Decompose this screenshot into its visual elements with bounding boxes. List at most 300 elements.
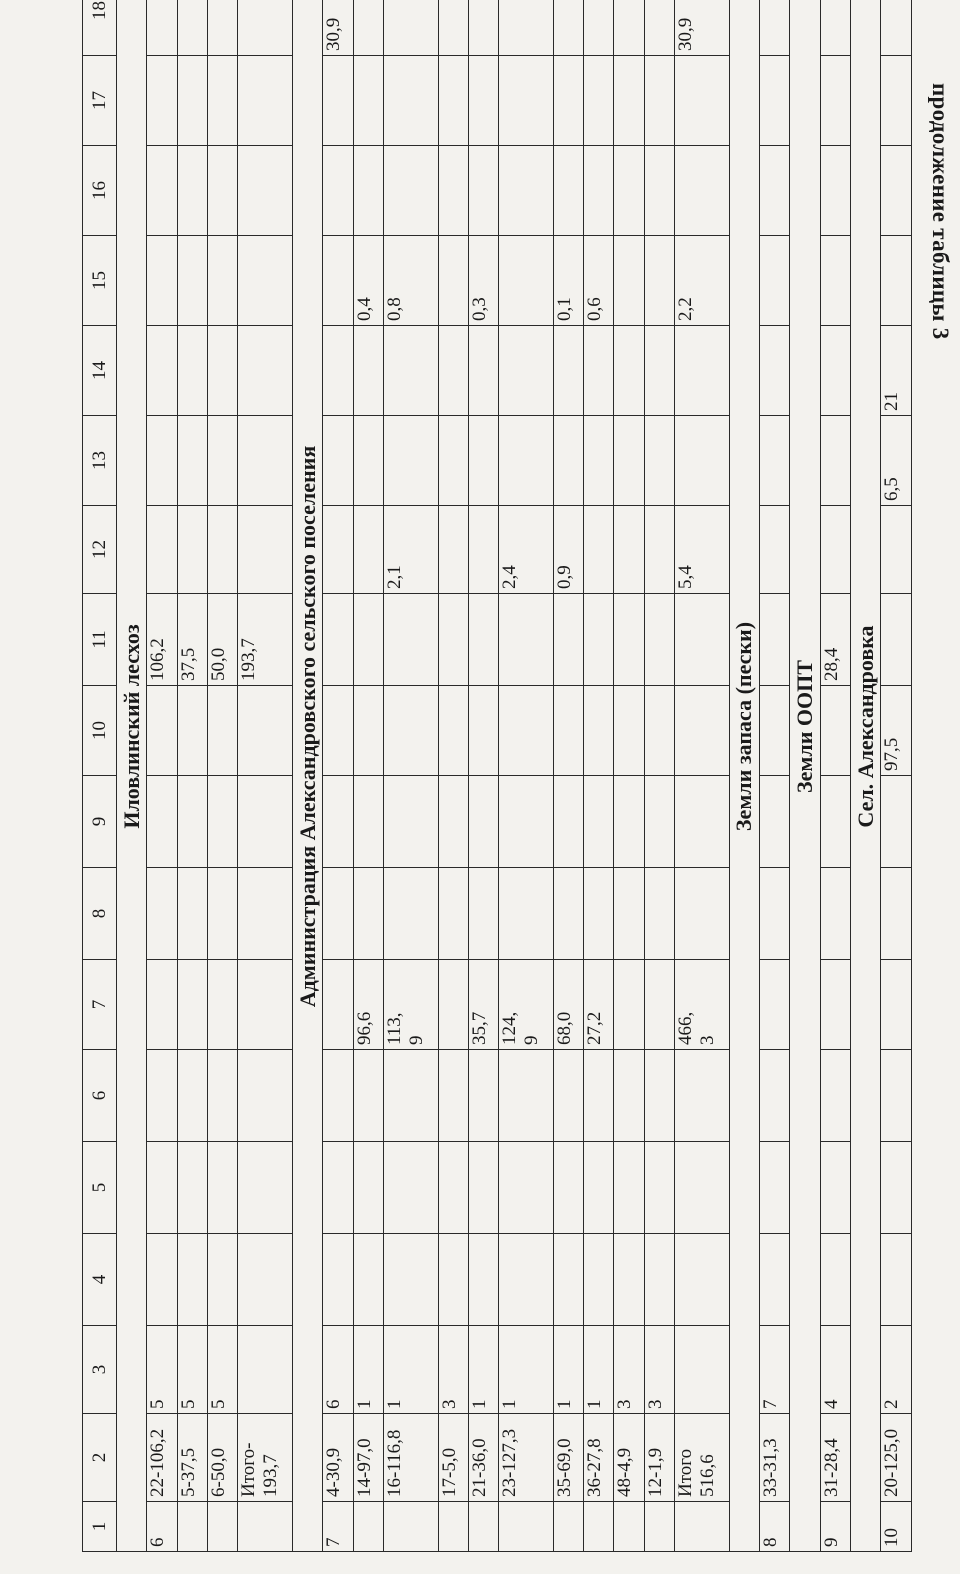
table-cell-col-15 bbox=[323, 236, 353, 326]
table-cell-col-9 bbox=[584, 776, 614, 868]
table-cell-col-4 bbox=[177, 1234, 207, 1326]
table-cell-col-7: 68,0 bbox=[553, 960, 583, 1050]
table-cell-col-7 bbox=[760, 960, 790, 1050]
table-cell-col-17 bbox=[238, 56, 293, 146]
table-cell-col-13 bbox=[499, 416, 554, 506]
table-row bbox=[468, 0, 498, 1552]
table-cell-col-17 bbox=[553, 56, 583, 146]
column-header-10: 10 bbox=[83, 686, 117, 776]
table-cell-col-12: 2,1 bbox=[383, 506, 438, 594]
table-cell-col-5 bbox=[881, 1142, 912, 1234]
table-cell-col-4 bbox=[760, 1234, 790, 1326]
table-cell-col-10 bbox=[147, 686, 177, 776]
table-row bbox=[147, 0, 177, 1552]
table-cell-col-18 bbox=[614, 0, 644, 56]
table-cell-col-7 bbox=[177, 960, 207, 1050]
table-cell-col-13 bbox=[584, 416, 614, 506]
table-cell-col-1: 9 bbox=[820, 1502, 850, 1552]
table-row bbox=[499, 0, 554, 1552]
table-cell-col-11 bbox=[499, 594, 554, 686]
table-cell-col-12 bbox=[614, 506, 644, 594]
table-row bbox=[353, 0, 383, 1552]
table-cell-col-8 bbox=[760, 868, 790, 960]
table-cell-col-7 bbox=[881, 960, 912, 1050]
table-cell-col-13 bbox=[353, 416, 383, 506]
table-cell-col-7: 113, 9 bbox=[383, 960, 438, 1050]
column-header-5: 5 bbox=[83, 1142, 117, 1234]
table-cell-col-5 bbox=[760, 1142, 790, 1234]
table-cell-col-15 bbox=[820, 236, 850, 326]
table-cell-col-12 bbox=[177, 506, 207, 594]
table-cell-col-15: 2,2 bbox=[675, 236, 730, 326]
table-cell-col-5 bbox=[238, 1142, 293, 1234]
column-header-14: 14 bbox=[83, 326, 117, 416]
table-cell-col-2: 5-37,5 bbox=[177, 1414, 207, 1502]
table-cell-col-2: 20-125,0 bbox=[881, 1414, 912, 1502]
table-cell-col-8 bbox=[238, 868, 293, 960]
table-cell-col-17 bbox=[675, 56, 730, 146]
table-cell-col-4 bbox=[675, 1234, 730, 1326]
table-cell-col-4 bbox=[383, 1234, 438, 1326]
column-header-3: 3 bbox=[83, 1326, 117, 1414]
table-cell-col-3: 3 bbox=[614, 1326, 644, 1414]
table-cell-col-18 bbox=[177, 0, 207, 56]
column-header-4: 4 bbox=[83, 1234, 117, 1326]
table-cell-col-11: 37,5 bbox=[177, 594, 207, 686]
table-cell-col-9 bbox=[553, 776, 583, 868]
table-row bbox=[553, 0, 583, 1552]
table-cell-col-15 bbox=[207, 236, 237, 326]
table-cell-col-12: 0,9 bbox=[553, 506, 583, 594]
column-header-8: 8 bbox=[83, 868, 117, 960]
table-cell-col-3: 1 bbox=[553, 1326, 583, 1414]
table-row bbox=[238, 0, 293, 1552]
table-cell-col-15 bbox=[499, 236, 554, 326]
table-cell-col-9 bbox=[147, 776, 177, 868]
table-cell-col-16 bbox=[499, 146, 554, 236]
table-cell-col-8 bbox=[383, 868, 438, 960]
table-cell-col-7 bbox=[438, 960, 468, 1050]
table-cell-col-13 bbox=[323, 416, 353, 506]
table-cell-col-16 bbox=[614, 146, 644, 236]
table-cell-col-11 bbox=[468, 594, 498, 686]
table-cell-col-4 bbox=[238, 1234, 293, 1326]
table-cell-col-7 bbox=[147, 960, 177, 1050]
section-title: Иловлинский лесхоз bbox=[117, 0, 147, 1552]
table-cell-col-11 bbox=[323, 594, 353, 686]
table-cell-col-14 bbox=[499, 326, 554, 416]
table-cell-col-17 bbox=[383, 56, 438, 146]
table-cell-col-3: 5 bbox=[147, 1326, 177, 1414]
table-cell-col-13 bbox=[675, 416, 730, 506]
table-cell-col-18 bbox=[584, 0, 614, 56]
table-row bbox=[760, 0, 790, 1552]
table-cell-col-11: 50,0 bbox=[207, 594, 237, 686]
table-cell-col-2: Итого 516,6 bbox=[675, 1414, 730, 1502]
column-header-12: 12 bbox=[83, 506, 117, 594]
table-cell-col-12: 5,4 bbox=[675, 506, 730, 594]
table-cell-col-18 bbox=[820, 0, 850, 56]
table-cell-col-6 bbox=[238, 1050, 293, 1142]
table-cell-col-7: 27,2 bbox=[584, 960, 614, 1050]
table-cell-col-11 bbox=[353, 594, 383, 686]
table-cell-col-16 bbox=[760, 146, 790, 236]
table-cell-col-17 bbox=[499, 56, 554, 146]
column-header-1: 1 bbox=[83, 1502, 117, 1552]
section-title-row bbox=[790, 0, 820, 1552]
table-cell-col-16 bbox=[323, 146, 353, 236]
table-cell-col-5 bbox=[553, 1142, 583, 1234]
table-cell-col-14 bbox=[323, 326, 353, 416]
table-cell-col-7 bbox=[323, 960, 353, 1050]
table-cell-col-3: 2 bbox=[881, 1326, 912, 1414]
table-cell-col-2: 14-97,0 bbox=[353, 1414, 383, 1502]
table-cell-col-14 bbox=[383, 326, 438, 416]
table-cell-col-3: 1 bbox=[383, 1326, 438, 1414]
table-cell-col-18 bbox=[644, 0, 674, 56]
table-cell-col-2: 4-30,9 bbox=[323, 1414, 353, 1502]
table-body bbox=[117, 0, 912, 1552]
table-cell-col-3: 1 bbox=[584, 1326, 614, 1414]
data-table bbox=[82, 0, 912, 1552]
table-cell-col-14 bbox=[177, 326, 207, 416]
table-cell-col-2: 16-116,8 bbox=[383, 1414, 438, 1502]
column-header-13: 13 bbox=[83, 416, 117, 506]
table-cell-col-6 bbox=[499, 1050, 554, 1142]
table-cell-col-8 bbox=[438, 868, 468, 960]
table-cell-col-14 bbox=[584, 326, 614, 416]
table-cell-col-12 bbox=[438, 506, 468, 594]
table-cell-col-11 bbox=[675, 594, 730, 686]
table-cell-col-1 bbox=[614, 1502, 644, 1552]
table-cell-col-9 bbox=[499, 776, 554, 868]
section-title: Земли запаса (пески) bbox=[729, 0, 759, 1552]
table-cell-col-12 bbox=[323, 506, 353, 594]
table-cell-col-13 bbox=[383, 416, 438, 506]
table-cell-col-5 bbox=[207, 1142, 237, 1234]
table-cell-col-2: 36-27,8 bbox=[584, 1414, 614, 1502]
table-cell-col-6 bbox=[614, 1050, 644, 1142]
column-header-15: 15 bbox=[83, 236, 117, 326]
table-cell-col-4 bbox=[207, 1234, 237, 1326]
table-cell-col-18 bbox=[760, 0, 790, 56]
table-cell-col-10 bbox=[760, 686, 790, 776]
table-row bbox=[438, 0, 468, 1552]
table-cell-col-14 bbox=[675, 326, 730, 416]
table-cell-col-6 bbox=[323, 1050, 353, 1142]
table-cell-col-2: Итого- 193,7 bbox=[238, 1414, 293, 1502]
table-cell-col-5 bbox=[383, 1142, 438, 1234]
table-cell-col-16 bbox=[881, 146, 912, 236]
table-cell-col-3: 3 bbox=[644, 1326, 674, 1414]
table-cell-col-10 bbox=[177, 686, 207, 776]
table-cell-col-6 bbox=[760, 1050, 790, 1142]
table-cell-col-14 bbox=[468, 326, 498, 416]
table-cell-col-5 bbox=[177, 1142, 207, 1234]
section-title: Администрация Александровского сельского поселения bbox=[292, 0, 322, 1552]
table-cell-col-11 bbox=[881, 594, 912, 686]
table-cell-col-10 bbox=[468, 686, 498, 776]
table-cell-col-18 bbox=[383, 0, 438, 56]
table-cell-col-18 bbox=[468, 0, 498, 56]
table-cell-col-2: 31-28,4 bbox=[820, 1414, 850, 1502]
table-cell-col-14 bbox=[614, 326, 644, 416]
table-cell-col-8 bbox=[468, 868, 498, 960]
table-cell-col-12 bbox=[820, 506, 850, 594]
table-cell-col-13 bbox=[468, 416, 498, 506]
table-cell-col-8 bbox=[553, 868, 583, 960]
table-cell-col-1 bbox=[207, 1502, 237, 1552]
table-cell-col-16 bbox=[820, 146, 850, 236]
table-row bbox=[881, 0, 912, 1552]
table-cell-col-1 bbox=[553, 1502, 583, 1552]
table-cell-col-18 bbox=[553, 0, 583, 56]
table-cell-col-14 bbox=[760, 326, 790, 416]
table-cell-col-17 bbox=[881, 56, 912, 146]
table-cell-col-11 bbox=[760, 594, 790, 686]
table-cell-col-8 bbox=[820, 868, 850, 960]
table-cell-col-10 bbox=[438, 686, 468, 776]
table-row bbox=[383, 0, 438, 1552]
table-cell-col-13 bbox=[553, 416, 583, 506]
table-cell-col-15: 0,4 bbox=[353, 236, 383, 326]
table-cell-col-9 bbox=[353, 776, 383, 868]
table-cell-col-4 bbox=[323, 1234, 353, 1326]
table-cell-col-5 bbox=[438, 1142, 468, 1234]
table-cell-col-12: 2,4 bbox=[499, 506, 554, 594]
table-cell-col-8 bbox=[147, 868, 177, 960]
table-cell-col-4 bbox=[353, 1234, 383, 1326]
table-cell-col-8 bbox=[644, 868, 674, 960]
table-cell-col-12 bbox=[147, 506, 177, 594]
table-cell-col-9 bbox=[881, 776, 912, 868]
table-cell-col-12 bbox=[468, 506, 498, 594]
table-cell-col-17 bbox=[614, 56, 644, 146]
table-cell-col-6 bbox=[881, 1050, 912, 1142]
table-cell-col-8 bbox=[881, 868, 912, 960]
table-cell-col-11 bbox=[383, 594, 438, 686]
table-cell-col-14 bbox=[438, 326, 468, 416]
table-cell-col-3: 4 bbox=[820, 1326, 850, 1414]
table-cell-col-15 bbox=[614, 236, 644, 326]
table-cell-col-9 bbox=[383, 776, 438, 868]
table-cell-col-14 bbox=[644, 326, 674, 416]
table-cell-col-10 bbox=[238, 686, 293, 776]
table-cell-col-16 bbox=[147, 146, 177, 236]
table-cell-col-15 bbox=[760, 236, 790, 326]
table-cell-col-9 bbox=[438, 776, 468, 868]
table-row bbox=[675, 0, 730, 1552]
table-cell-col-11 bbox=[614, 594, 644, 686]
table-row bbox=[177, 0, 207, 1552]
table-cell-col-12 bbox=[881, 506, 912, 594]
section-title: Сел. Александровка bbox=[851, 0, 881, 1552]
column-header-11: 11 bbox=[83, 594, 117, 686]
table-cell-col-7: 96,6 bbox=[353, 960, 383, 1050]
table-cell-col-4 bbox=[584, 1234, 614, 1326]
table-cell-col-4 bbox=[499, 1234, 554, 1326]
table-cell-col-1: 10 bbox=[881, 1502, 912, 1552]
section-title-row bbox=[292, 0, 322, 1552]
table-cell-col-1: 7 bbox=[323, 1502, 353, 1552]
table-cell-col-7 bbox=[238, 960, 293, 1050]
table-cell-col-14 bbox=[353, 326, 383, 416]
table-cell-col-16 bbox=[207, 146, 237, 236]
table-cell-col-14: 21 bbox=[881, 326, 912, 416]
table-cell-col-1 bbox=[584, 1502, 614, 1552]
table-cell-col-10 bbox=[207, 686, 237, 776]
column-header-18: 18 bbox=[83, 0, 117, 56]
table-cell-col-16 bbox=[353, 146, 383, 236]
table-cell-col-5 bbox=[614, 1142, 644, 1234]
table-cell-col-3: 6 bbox=[323, 1326, 353, 1414]
table-cell-col-18 bbox=[881, 0, 912, 56]
table-cell-col-3 bbox=[675, 1326, 730, 1414]
table-cell-col-6 bbox=[644, 1050, 674, 1142]
column-header-17: 17 bbox=[83, 56, 117, 146]
table-cell-col-16 bbox=[553, 146, 583, 236]
table-cell-col-5 bbox=[675, 1142, 730, 1234]
table-cell-col-5 bbox=[499, 1142, 554, 1234]
table-cell-col-1 bbox=[499, 1502, 554, 1552]
table-cell-col-10 bbox=[553, 686, 583, 776]
table-cell-col-16 bbox=[438, 146, 468, 236]
table-cell-col-4 bbox=[147, 1234, 177, 1326]
table-cell-col-2: 35-69,0 bbox=[553, 1414, 583, 1502]
table-frame bbox=[82, 1, 912, 1552]
table-cell-col-17 bbox=[468, 56, 498, 146]
table-cell-col-11: 193,7 bbox=[238, 594, 293, 686]
table-row bbox=[584, 0, 614, 1552]
table-cell-col-6 bbox=[820, 1050, 850, 1142]
table-cell-col-11 bbox=[584, 594, 614, 686]
table-cell-col-6 bbox=[383, 1050, 438, 1142]
table-cell-col-12 bbox=[207, 506, 237, 594]
table-cell-col-8 bbox=[675, 868, 730, 960]
table-cell-col-10 bbox=[644, 686, 674, 776]
table-cell-col-17 bbox=[760, 56, 790, 146]
table-cell-col-15: 0,3 bbox=[468, 236, 498, 326]
table-cell-col-1 bbox=[177, 1502, 207, 1552]
table-cell-col-2: 17-5,0 bbox=[438, 1414, 468, 1502]
table-cell-col-15 bbox=[238, 236, 293, 326]
table-cell-col-5 bbox=[468, 1142, 498, 1234]
table-cell-col-18 bbox=[147, 0, 177, 56]
table-cell-col-2: 23-127,3 bbox=[499, 1414, 554, 1502]
table-cell-col-2: 48-4,9 bbox=[614, 1414, 644, 1502]
table-cell-col-15 bbox=[881, 236, 912, 326]
table-cell-col-8 bbox=[614, 868, 644, 960]
table-cell-col-10 bbox=[499, 686, 554, 776]
table-cell-col-18 bbox=[353, 0, 383, 56]
table-cell-col-15 bbox=[644, 236, 674, 326]
table-cell-col-3: 5 bbox=[207, 1326, 237, 1414]
table-cell-col-9 bbox=[760, 776, 790, 868]
table-cell-col-18: 30,9 bbox=[323, 0, 353, 56]
table-cell-col-17 bbox=[147, 56, 177, 146]
column-header-16: 16 bbox=[83, 146, 117, 236]
table-cell-col-3: 3 bbox=[438, 1326, 468, 1414]
table-cell-col-6 bbox=[147, 1050, 177, 1142]
table-cell-col-6 bbox=[553, 1050, 583, 1142]
table-cell-col-3: 1 bbox=[353, 1326, 383, 1414]
table-cell-col-7 bbox=[207, 960, 237, 1050]
table-cell-col-8 bbox=[207, 868, 237, 960]
table-cell-col-18 bbox=[499, 0, 554, 56]
table-cell-col-8 bbox=[177, 868, 207, 960]
table-cell-col-4 bbox=[881, 1234, 912, 1326]
table-cell-col-13: 6,5 bbox=[881, 416, 912, 506]
section-title: Земли ООПТ bbox=[790, 0, 820, 1552]
table-cell-col-16 bbox=[644, 146, 674, 236]
table-cell-col-7 bbox=[614, 960, 644, 1050]
table-cell-col-9 bbox=[177, 776, 207, 868]
table-cell-col-8 bbox=[499, 868, 554, 960]
table-cell-col-3: 1 bbox=[468, 1326, 498, 1414]
table-cell-col-3: 7 bbox=[760, 1326, 790, 1414]
table-cell-col-5 bbox=[353, 1142, 383, 1234]
section-title-row bbox=[851, 0, 881, 1552]
column-header-7: 7 bbox=[83, 960, 117, 1050]
table-cell-col-1 bbox=[644, 1502, 674, 1552]
table-cell-col-5 bbox=[644, 1142, 674, 1234]
table-cell-col-3: 1 bbox=[499, 1326, 554, 1414]
table-cell-col-10 bbox=[383, 686, 438, 776]
table-cell-col-15 bbox=[147, 236, 177, 326]
table-cell-col-13 bbox=[177, 416, 207, 506]
table-cell-col-9 bbox=[468, 776, 498, 868]
table-cell-col-6 bbox=[207, 1050, 237, 1142]
table-cell-col-13 bbox=[207, 416, 237, 506]
table-cell-col-4 bbox=[614, 1234, 644, 1326]
table-cell-col-9 bbox=[207, 776, 237, 868]
table-cell-col-12 bbox=[760, 506, 790, 594]
table-row bbox=[820, 0, 850, 1552]
table-cell-col-2: 21-36,0 bbox=[468, 1414, 498, 1502]
table-cell-col-6 bbox=[584, 1050, 614, 1142]
table-cell-col-1 bbox=[675, 1502, 730, 1552]
table-cell-col-7: 35,7 bbox=[468, 960, 498, 1050]
table-cell-col-13 bbox=[614, 416, 644, 506]
table-cell-col-11: 106,2 bbox=[147, 594, 177, 686]
table-cell-col-11 bbox=[553, 594, 583, 686]
table-cell-col-13 bbox=[238, 416, 293, 506]
section-title-row bbox=[729, 0, 759, 1552]
table-cell-col-7 bbox=[644, 960, 674, 1050]
table-cell-col-1: 8 bbox=[760, 1502, 790, 1552]
table-cell-col-12 bbox=[584, 506, 614, 594]
table-cell-col-13 bbox=[644, 416, 674, 506]
table-cell-col-5 bbox=[820, 1142, 850, 1234]
column-header-2: 2 bbox=[83, 1414, 117, 1502]
table-cell-col-8 bbox=[323, 868, 353, 960]
table-cell-col-7: 466, 3 bbox=[675, 960, 730, 1050]
table-cell-col-4 bbox=[553, 1234, 583, 1326]
table-cell-col-12 bbox=[238, 506, 293, 594]
table-cell-col-1 bbox=[238, 1502, 293, 1552]
table-row bbox=[644, 0, 674, 1552]
table-cell-col-10 bbox=[584, 686, 614, 776]
table-cell-col-16 bbox=[584, 146, 614, 236]
table-cell-col-16 bbox=[238, 146, 293, 236]
table-cell-col-17 bbox=[323, 56, 353, 146]
table-cell-col-15: 0,6 bbox=[584, 236, 614, 326]
table-cell-col-4 bbox=[820, 1234, 850, 1326]
table-cell-col-13 bbox=[820, 416, 850, 506]
table-cell-col-6 bbox=[468, 1050, 498, 1142]
table-cell-col-18 bbox=[207, 0, 237, 56]
table-cell-col-15 bbox=[438, 236, 468, 326]
